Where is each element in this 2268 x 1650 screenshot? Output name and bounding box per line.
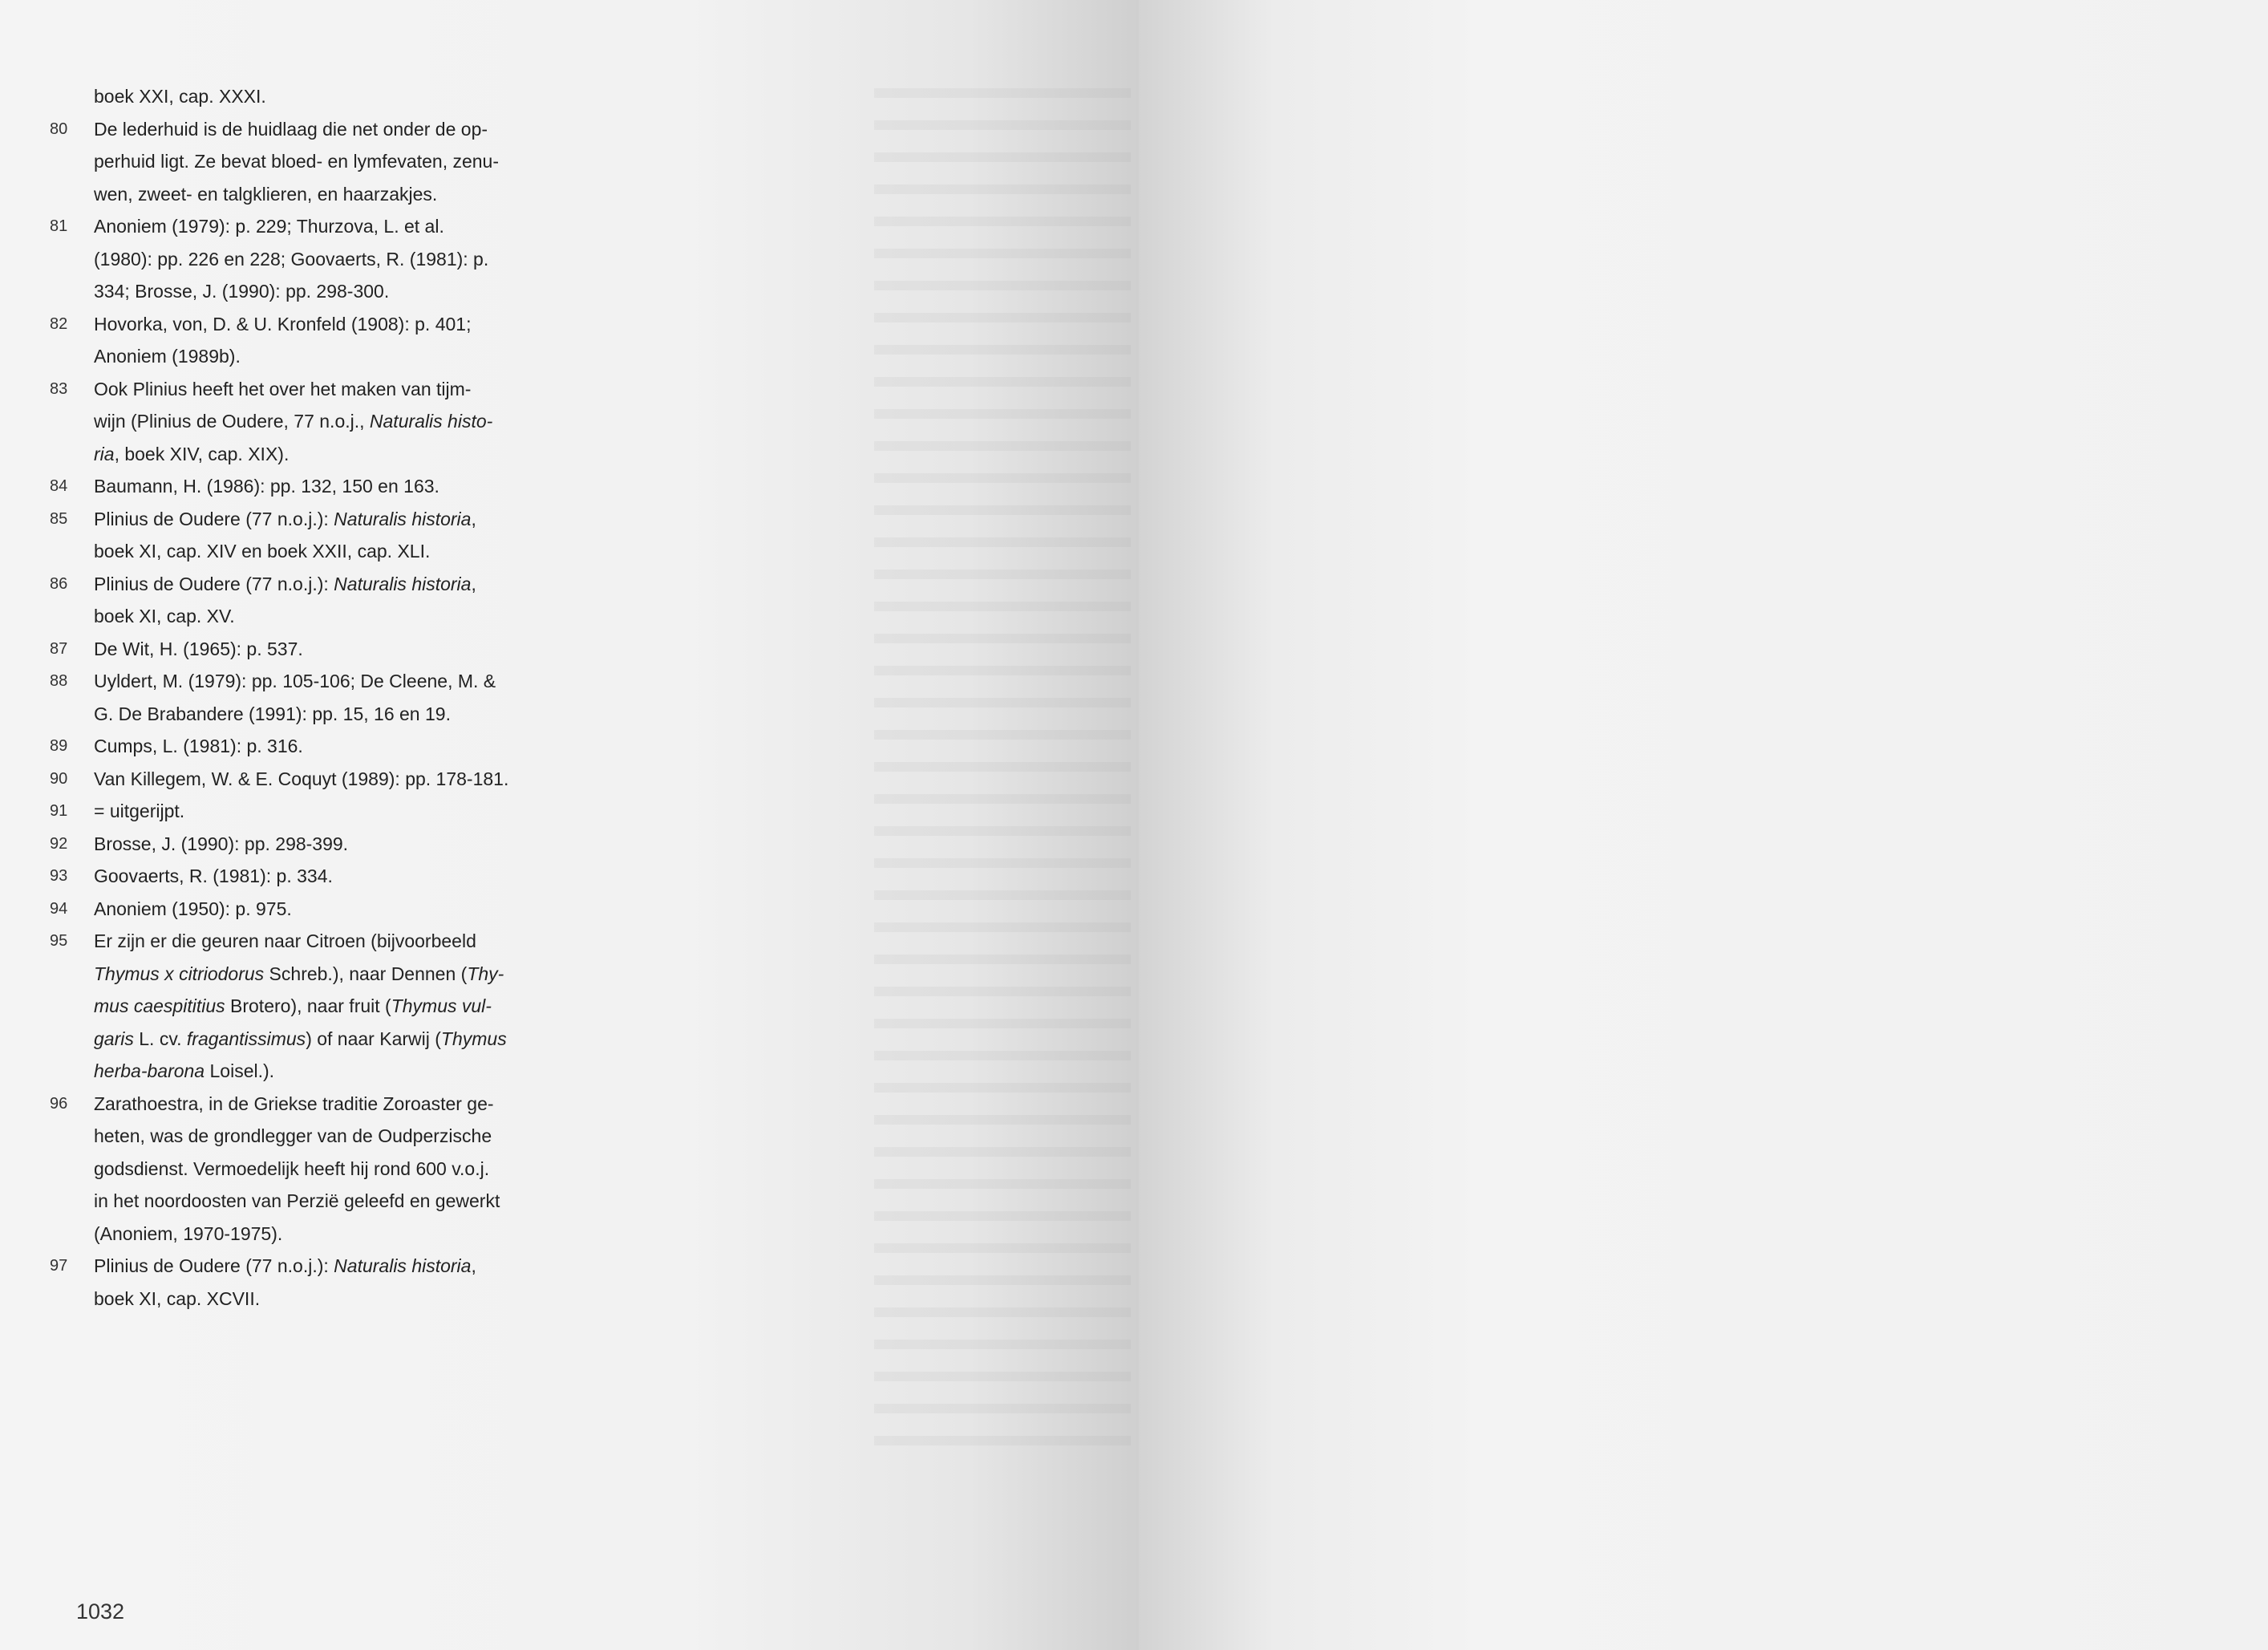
footnote-text: Plinius de Oudere (77 n.o.j.): Naturalis historia, boek XI, cap. XIV en boek XXII, cap. XLI.	[94, 508, 476, 561]
footnote-text: Er zijn er die geuren naar Citroen (bijvoorbeeld Thymus x citriodorus Schreb.), naar Dennen (Thy- mus caespititius Brotero), naar fruit (Thymus vul- garis L. cv. fragantissimus) of naar Karwij (Thymus herba-barona Loisel.).	[94, 930, 507, 1081]
footnote	[50, 633, 563, 666]
footnote-number: 96	[50, 1094, 68, 1113]
footnote	[50, 860, 563, 893]
footnote-text: Zarathoestra, in de Griekse traditie Zoroaster ge- heten, was de grondlegger van de Oudperzische godsdienst. Vermoedelijk heeft hij rond 600 v.o.j. in het noordoosten van Perzië geleefd en gewerkt (Anoniem, 1970-1975).	[94, 1093, 500, 1244]
footnote	[50, 373, 563, 471]
footnote-number: 81	[50, 217, 68, 235]
footnote-text: Plinius de Oudere (77 n.o.j.): Naturalis historia, boek XI, cap. XCVII.	[94, 1255, 476, 1309]
footnote-text: Van Killegem, W. & E. Coquyt (1989): pp. 178-181.	[94, 768, 509, 789]
footnote-number: 92	[50, 834, 68, 853]
footnotes	[50, 80, 563, 1315]
footnote-number	[50, 80, 94, 113]
footnote-text: Hovorka, von, D. & U. Kronfeld (1908): p. 401; Anoniem (1989b).	[94, 313, 472, 367]
footnote-text: Anoniem (1979): p. 229; Thurzova, L. et al. (1980): pp. 226 en 228; Goovaerts, R. (1981): p. 334; Brosse, J. (1990): pp. 298-300.	[94, 216, 489, 302]
footnote	[50, 210, 563, 308]
footnote-number: 93	[50, 867, 68, 885]
footnote-text: Anoniem (1950): p. 975.	[94, 898, 292, 919]
footnote-number: 97	[50, 1257, 68, 1275]
footnote-number: 85	[50, 509, 68, 528]
right-page	[1139, 0, 2268, 1650]
footnote-text: Plinius de Oudere (77 n.o.j.): Naturalis historia, boek XI, cap. XV.	[94, 573, 476, 626]
footnote-text: Uyldert, M. (1979): pp. 105-106; De Cleene, M. & G. De Brabandere (1991): pp. 15, 16 en 19.	[94, 671, 496, 724]
footnote-number: 94	[50, 899, 68, 918]
footnote-number: 90	[50, 769, 68, 788]
footnote-text: De lederhuid is de huidlaag die net onder de op- perhuid ligt. Ze bevat bloed- en lymfevaten, zenu- wen, zweet- en talgklieren, en haarzakjes.	[94, 118, 500, 205]
footnote-number: 95	[50, 932, 68, 950]
footnote-number: 87	[50, 639, 68, 658]
footnote-text: Cumps, L. (1981): p. 316.	[94, 736, 303, 756]
footnote	[50, 113, 563, 211]
footnote	[50, 568, 563, 633]
footnote-number: 86	[50, 574, 68, 593]
footnote-text: Baumann, H. (1986): pp. 132, 150 en 163.	[94, 476, 439, 497]
page-number-left: 1032	[76, 1599, 125, 1624]
footnote-text: De Wit, H. (1965): p. 537.	[94, 638, 303, 659]
footnote-text: Brosse, J. (1990): pp. 298-399.	[94, 833, 349, 854]
footnote-number: 83	[50, 379, 68, 398]
footnote	[50, 763, 563, 796]
footnote-number: 91	[50, 802, 68, 820]
footnote	[50, 730, 563, 763]
footnote	[50, 470, 563, 503]
footnote	[50, 503, 563, 568]
footnote	[50, 1088, 563, 1251]
footnote	[50, 925, 563, 1088]
footnote	[50, 665, 563, 730]
footnote-number: 82	[50, 314, 68, 333]
footnote	[50, 80, 563, 113]
show-through	[874, 88, 1131, 1452]
footnote	[50, 795, 563, 828]
footnote	[50, 1250, 563, 1315]
footnote-text: boek XXI, cap. XXXI.	[94, 86, 266, 107]
footnote-number: 80	[50, 120, 68, 138]
footnote-number: 84	[50, 477, 68, 495]
footnote	[50, 828, 563, 861]
footnote-text: Ook Plinius heeft het over het maken van tijm- wijn (Plinius de Oudere, 77 n.o.j., Naturalis histo- ria, boek XIV, cap. XIX).	[94, 378, 493, 464]
footnote-number: 88	[50, 672, 68, 690]
footnote-text: = uitgerijpt.	[94, 801, 185, 821]
footnote-text: Goovaerts, R. (1981): p. 334.	[94, 866, 333, 886]
footnote	[50, 308, 563, 373]
footnote	[50, 893, 563, 926]
footnote-number: 89	[50, 737, 68, 755]
